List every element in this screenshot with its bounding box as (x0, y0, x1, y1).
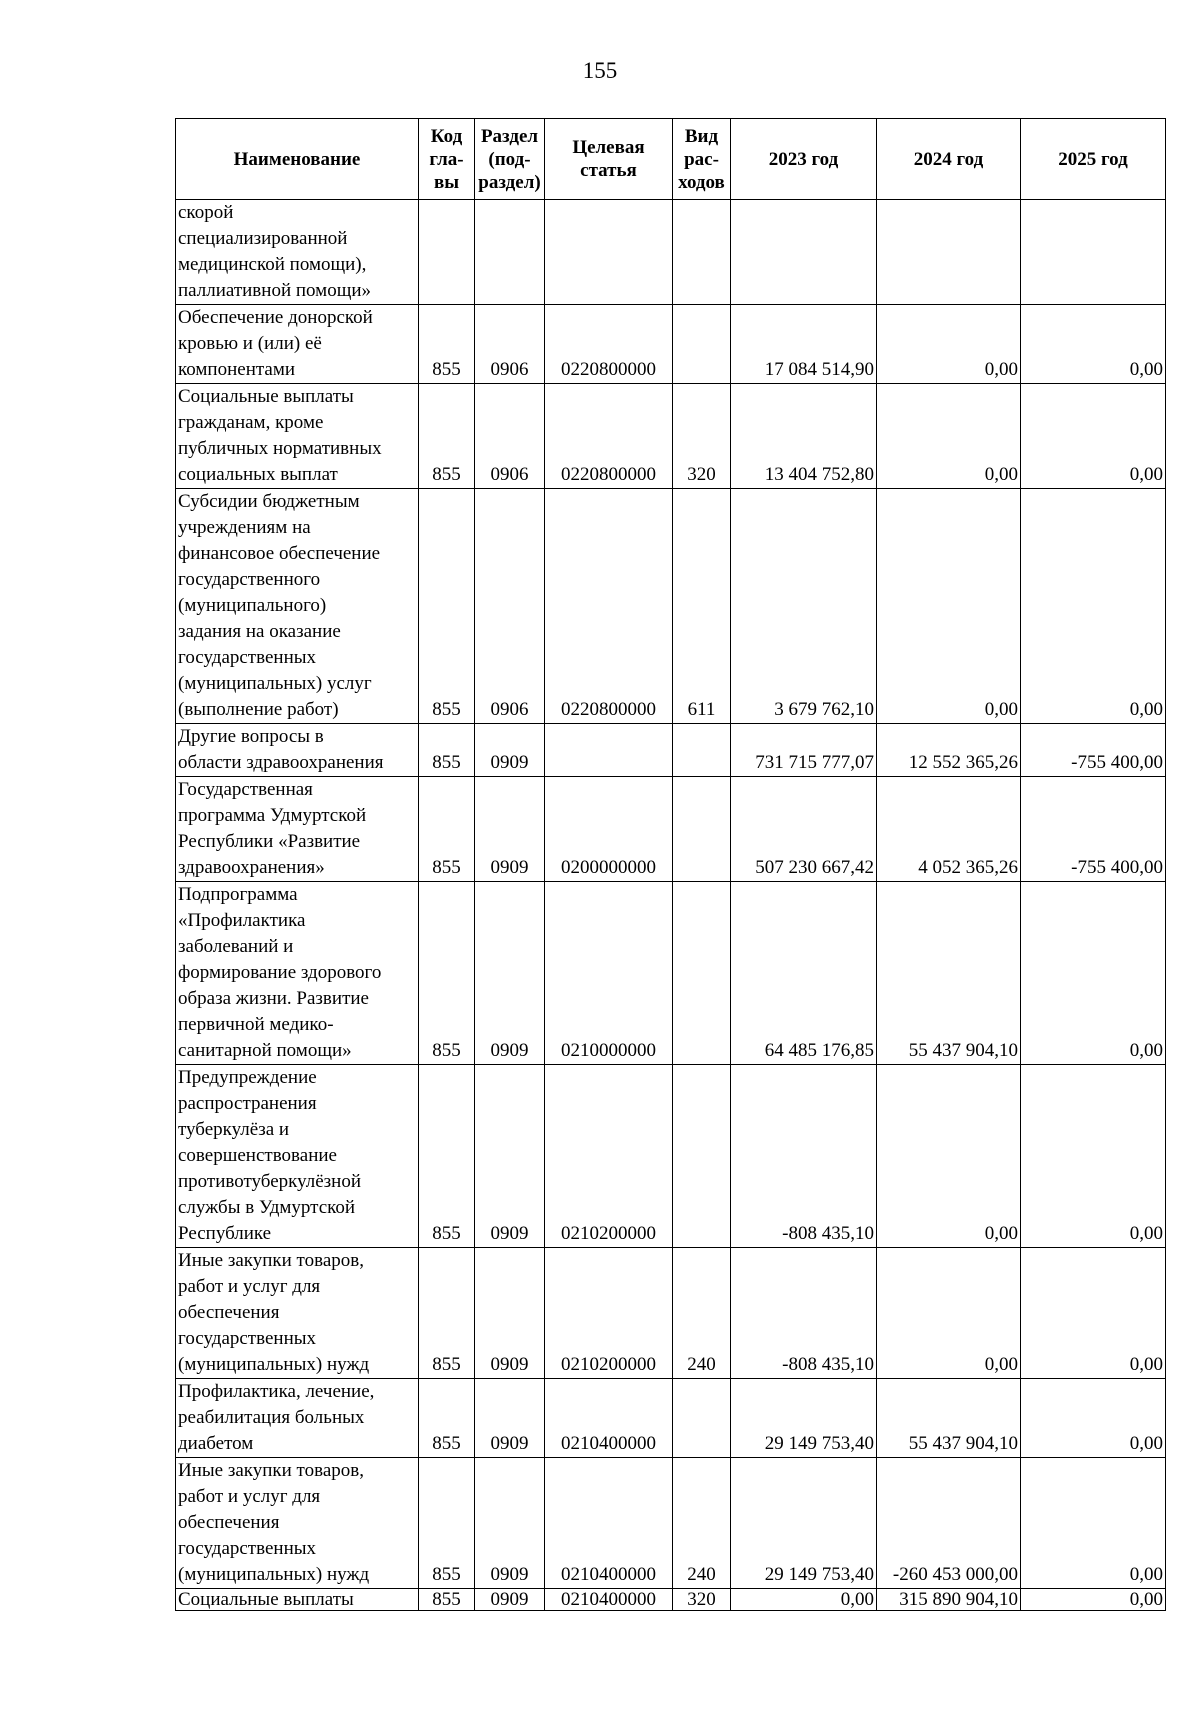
row-target-article: 0210200000 (545, 1248, 673, 1379)
row-name (176, 724, 419, 777)
row-amount-2025: 0,00 (1021, 1589, 1166, 1611)
row-name-line: «Профилактика (178, 910, 306, 931)
header-expense-line: ходов (678, 171, 725, 193)
row-name-line: распространения (178, 1093, 317, 1114)
row-name-line: Республики «Развитие (178, 831, 361, 852)
row-chapter-code: 855 (419, 384, 475, 489)
header-section (475, 119, 545, 200)
header-chapter-line: гла- (429, 148, 464, 170)
budget-table (175, 118, 1166, 1611)
row-amount-2023: -808 435,10 (731, 1248, 877, 1379)
row-amount-2024: 0,00 (877, 489, 1021, 724)
table-row (176, 200, 1166, 305)
table-row (176, 1589, 1166, 1611)
row-chapter-code: 855 (419, 882, 475, 1065)
row-section: 0909 (475, 1458, 545, 1589)
row-expense-type: 240 (673, 1458, 731, 1589)
row-amount-2024 (877, 200, 1021, 305)
row-section: 0909 (475, 1379, 545, 1458)
row-name-line: Социальные выплаты (178, 1589, 354, 1610)
row-name-line: программа Удмуртской (178, 805, 367, 826)
page-number: 155 (582, 58, 618, 83)
row-name-line: Предупреждение (178, 1067, 317, 1088)
row-name (176, 1065, 419, 1248)
table-row (176, 489, 1166, 724)
row-amount-2025: 0,00 (1021, 882, 1166, 1065)
row-name-line: работ и услуг для (178, 1276, 321, 1297)
table-row (176, 777, 1166, 882)
row-amount-2024: 0,00 (877, 305, 1021, 384)
row-section: 0909 (475, 1065, 545, 1248)
row-name (176, 882, 419, 1065)
row-expense-type (673, 200, 731, 305)
row-name-line: паллиативной помощи» (178, 280, 371, 301)
table-body (176, 200, 1166, 1611)
row-amount-2023: 731 715 777,07 (731, 724, 877, 777)
row-expense-type (673, 305, 731, 384)
row-name-line: противотуберкулёзной (178, 1171, 362, 1192)
row-name-line: реабилитация больных (178, 1407, 365, 1428)
table-row (176, 384, 1166, 489)
row-expense-type (673, 724, 731, 777)
row-name-line: Иные закупки товаров, (178, 1250, 364, 1271)
row-name-line: области здравоохранения (178, 752, 384, 773)
row-name (176, 489, 419, 724)
row-chapter-code: 855 (419, 1248, 475, 1379)
row-name-line: финансовое обеспечение (178, 543, 381, 564)
row-section: 0906 (475, 384, 545, 489)
header-expense-line: рас- (684, 148, 719, 170)
row-section: 0909 (475, 1589, 545, 1611)
row-amount-2024: 55 437 904,10 (877, 1379, 1021, 1458)
header-section-line: Раздел (480, 125, 539, 147)
row-name-line: Подпрограмма (178, 884, 298, 905)
row-name (176, 1248, 419, 1379)
row-amount-2023: 29 149 753,40 (731, 1458, 877, 1589)
row-name-line: государственного (178, 569, 321, 590)
row-name-line: Другие вопросы в (178, 726, 324, 747)
row-name-line: скорой (178, 202, 234, 223)
row-name-line: задания на оказание (178, 621, 341, 642)
row-target-article: 0210200000 (545, 1065, 673, 1248)
row-name-line: гражданам, кроме (178, 412, 324, 433)
row-name-line: Республике (178, 1223, 272, 1244)
row-chapter-code: 855 (419, 489, 475, 724)
row-name (176, 1589, 419, 1611)
row-chapter-code: 855 (419, 1589, 475, 1611)
row-amount-2025: 0,00 (1021, 1248, 1166, 1379)
row-chapter-code: 855 (419, 1379, 475, 1458)
row-chapter-code: 855 (419, 777, 475, 882)
row-expense-type (673, 1379, 731, 1458)
row-name-line: государственных (178, 1538, 317, 1559)
row-section: 0906 (475, 489, 545, 724)
row-expense-type (673, 882, 731, 1065)
row-name-line: службы в Удмуртской (178, 1197, 356, 1218)
row-name-line: компонентами (178, 359, 296, 380)
row-section (475, 200, 545, 305)
row-name-line: образа жизни. Развитие (178, 988, 369, 1009)
row-chapter-code: 855 (419, 1458, 475, 1589)
row-amount-2024: 12 552 365,26 (877, 724, 1021, 777)
row-name-line: первичной медико- (178, 1014, 334, 1035)
row-amount-2025: 0,00 (1021, 384, 1166, 489)
row-name-line: Обеспечение донорской (178, 307, 373, 328)
header-2025: 2025 год (1021, 119, 1166, 200)
row-amount-2025: -755 400,00 (1021, 724, 1166, 777)
row-target-article: 0220800000 (545, 489, 673, 724)
row-amount-2023: 17 084 514,90 (731, 305, 877, 384)
row-chapter-code: 855 (419, 305, 475, 384)
row-name (176, 777, 419, 882)
row-chapter-code: 855 (419, 724, 475, 777)
row-name (176, 305, 419, 384)
table-row (176, 882, 1166, 1065)
row-amount-2024: 0,00 (877, 1065, 1021, 1248)
row-target-article: 0210400000 (545, 1458, 673, 1589)
row-name-line: учреждениям на (178, 517, 311, 538)
row-name-line: государственных (178, 1328, 317, 1349)
row-target-article: 0220800000 (545, 384, 673, 489)
table-row (176, 1065, 1166, 1248)
row-name (176, 1458, 419, 1589)
row-name-line: (муниципального) (178, 595, 327, 616)
header-2024: 2024 год (877, 119, 1021, 200)
row-name-line: медицинской помощи), (178, 254, 367, 275)
row-name-line: Субсидии бюджетным (178, 491, 360, 512)
header-chapter-line: Код (430, 125, 463, 147)
row-amount-2024: -260 453 000,00 (877, 1458, 1021, 1589)
row-name (176, 1379, 419, 1458)
row-name-line: санитарной помощи» (178, 1040, 352, 1061)
row-section: 0906 (475, 305, 545, 384)
table-row (176, 724, 1166, 777)
row-name-line: социальных выплат (178, 464, 338, 485)
row-section: 0909 (475, 1248, 545, 1379)
row-expense-type (673, 777, 731, 882)
row-name-line: работ и услуг для (178, 1486, 321, 1507)
row-target-article: 0220800000 (545, 305, 673, 384)
row-amount-2023 (731, 200, 877, 305)
row-name-line: здравоохранения» (178, 857, 325, 878)
row-chapter-code: 855 (419, 1065, 475, 1248)
row-section: 0909 (475, 724, 545, 777)
row-amount-2024: 55 437 904,10 (877, 882, 1021, 1065)
row-name (176, 200, 419, 305)
row-chapter-code (419, 200, 475, 305)
row-amount-2024: 315 890 904,10 (877, 1589, 1021, 1611)
row-amount-2023: 507 230 667,42 (731, 777, 877, 882)
row-amount-2025 (1021, 200, 1166, 305)
row-name-line: совершенствование (178, 1145, 337, 1166)
row-name-line: (муниципальных) нужд (178, 1354, 370, 1375)
row-name-line: публичных нормативных (178, 438, 382, 459)
row-target-article: 0200000000 (545, 777, 673, 882)
row-name-line: обеспечения (178, 1302, 280, 1323)
row-amount-2025: 0,00 (1021, 1065, 1166, 1248)
row-amount-2025: -755 400,00 (1021, 777, 1166, 882)
row-target-article (545, 200, 673, 305)
row-name-line: специализированной (178, 228, 348, 249)
row-amount-2024: 0,00 (877, 1248, 1021, 1379)
row-amount-2023: 13 404 752,80 (731, 384, 877, 489)
table-row (176, 1248, 1166, 1379)
row-name-line: кровью и (или) её (178, 333, 322, 354)
table-row (176, 1458, 1166, 1589)
row-expense-type: 320 (673, 1589, 731, 1611)
row-name-line: Социальные выплаты (178, 386, 354, 407)
row-target-article: 0210400000 (545, 1589, 673, 1611)
row-section: 0909 (475, 777, 545, 882)
header-2023: 2023 год (731, 119, 877, 200)
row-amount-2023: -808 435,10 (731, 1065, 877, 1248)
row-target-article (545, 724, 673, 777)
header-expense-line: Вид (684, 125, 719, 147)
header-target-line: Целевая (572, 137, 645, 158)
header-row (176, 119, 1166, 200)
header-target-article (545, 119, 673, 200)
row-target-article: 0210400000 (545, 1379, 673, 1458)
row-amount-2025: 0,00 (1021, 1458, 1166, 1589)
row-expense-type: 240 (673, 1248, 731, 1379)
row-amount-2024: 0,00 (877, 384, 1021, 489)
table-row (176, 305, 1166, 384)
row-name-line: государственных (178, 647, 317, 668)
row-name-line: диабетом (178, 1433, 254, 1454)
row-name-line: (муниципальных) услуг (178, 673, 372, 694)
row-name-line: формирование здорового (178, 962, 382, 983)
row-name-line: заболеваний и (178, 936, 294, 957)
row-amount-2025: 0,00 (1021, 305, 1166, 384)
header-section-line: раздел) (478, 171, 541, 193)
row-amount-2025: 0,00 (1021, 1379, 1166, 1458)
row-amount-2024: 4 052 365,26 (877, 777, 1021, 882)
table-row (176, 1379, 1166, 1458)
header-expense-type (673, 119, 731, 200)
header-name: Наименование (176, 119, 419, 200)
row-target-article: 0210000000 (545, 882, 673, 1065)
row-name-line: (муниципальных) нужд (178, 1564, 370, 1585)
row-name-line: обеспечения (178, 1512, 280, 1533)
row-name-line: Профилактика, лечение, (178, 1381, 375, 1402)
row-amount-2023: 64 485 176,85 (731, 882, 877, 1065)
row-expense-type (673, 1065, 731, 1248)
row-section: 0909 (475, 882, 545, 1065)
row-amount-2023: 29 149 753,40 (731, 1379, 877, 1458)
row-name-line: (выполнение работ) (178, 699, 339, 720)
row-amount-2025: 0,00 (1021, 489, 1166, 724)
header-chapter-code (419, 119, 475, 200)
header-chapter-line: вы (433, 171, 460, 193)
row-name (176, 384, 419, 489)
row-amount-2023: 0,00 (731, 1589, 877, 1611)
row-amount-2023: 3 679 762,10 (731, 489, 877, 724)
row-name-line: туберкулёза и (178, 1119, 290, 1140)
row-name-line: Иные закупки товаров, (178, 1460, 364, 1481)
row-expense-type: 320 (673, 384, 731, 489)
row-name-line: Государственная (178, 779, 313, 800)
header-target-line: статья (580, 160, 637, 181)
row-expense-type: 611 (673, 489, 731, 724)
header-section-line: (под- (488, 148, 531, 170)
